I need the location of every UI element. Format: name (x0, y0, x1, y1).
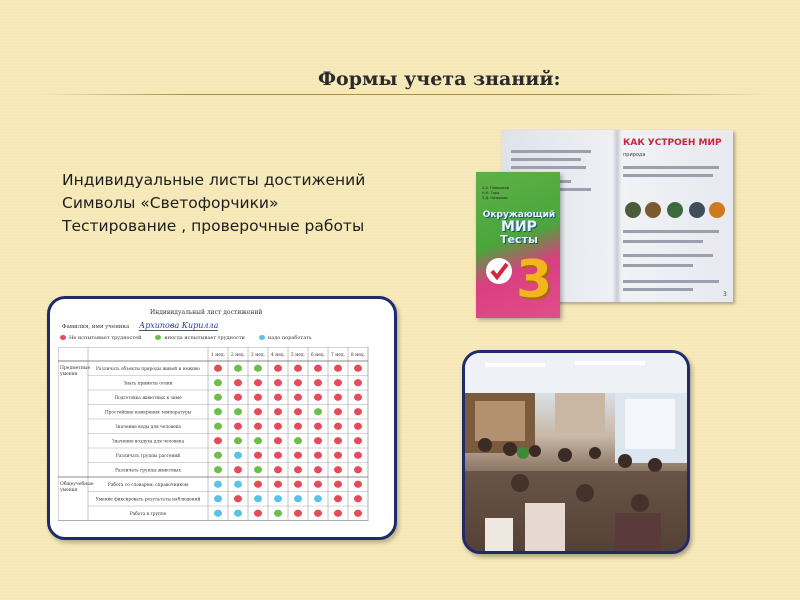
legend-item-green: иногда испытывает трудности (155, 335, 244, 341)
classroom-photo (462, 350, 690, 554)
textbook-title: Окружающий МИР Тесты (482, 210, 556, 246)
legend-item-blue: надо поработать (259, 335, 312, 341)
bullet-list (62, 169, 365, 238)
skill-label: Работа в группе (129, 511, 167, 517)
mark-dot (354, 466, 362, 473)
student-name-label: Фамилия, имя ученика (62, 324, 130, 330)
week-header: 1 нед. (210, 353, 226, 358)
mark-dot (334, 481, 342, 488)
mark-dot (314, 423, 322, 430)
mark-dot (354, 379, 362, 386)
mark-dot (314, 466, 322, 473)
group-label: Общеучебные (60, 482, 94, 487)
workbook-heading: КАК УСТРОЕН МИР (623, 138, 722, 148)
group-label: Предметные (60, 366, 91, 371)
mark-dot (254, 466, 262, 473)
mark-dot (314, 510, 322, 517)
mark-dot (274, 437, 282, 444)
bullet-item-2: Символы «Светофорчики» (62, 194, 279, 212)
group-label: умения (60, 488, 78, 493)
skill-label: Значение воздуха для человека (111, 439, 185, 445)
title-divider (40, 94, 770, 95)
mark-dot (234, 452, 242, 459)
checkmark-icon (486, 258, 512, 284)
mark-dot (334, 495, 342, 502)
mark-dot (214, 408, 222, 415)
mark-dot (274, 495, 282, 502)
mark-dot (274, 481, 282, 488)
mark-dot (334, 408, 342, 415)
mark-dot (354, 495, 362, 502)
mark-dot (294, 379, 302, 386)
mark-dot (274, 466, 282, 473)
mark-dot (214, 466, 222, 473)
mark-dot (234, 379, 242, 386)
sheet-title: Индивидуальный лист достижений (150, 309, 263, 316)
mark-dot (254, 408, 262, 415)
mark-dot (354, 481, 362, 488)
mark-dot (354, 437, 362, 444)
mark-dot (234, 408, 242, 415)
mark-dot (234, 481, 242, 488)
student-name-line (62, 321, 218, 330)
sheet-legend (60, 335, 312, 341)
textbook-authors: А.А. Плешаков Н.Н. Гара З.Д. Назарова (482, 186, 509, 200)
textbook-grade-number: 3 (516, 250, 553, 310)
achievement-sheet-image (47, 296, 397, 540)
mark-dot (294, 437, 302, 444)
week-header: 4 нед. (270, 353, 286, 358)
mark-dot (294, 423, 302, 430)
mark-dot (214, 394, 222, 401)
skill-label: Различать группы растений (115, 453, 181, 459)
skill-label: Работа со словарем, справочником (107, 482, 189, 488)
slide-title: Формы учета знаний: (318, 68, 561, 90)
bullet-item-1: Индивидуальные листы достижений (62, 171, 366, 189)
mark-dot (254, 510, 262, 517)
mark-dot (254, 437, 262, 444)
student-name-handwritten: Архипова Кирилла (139, 321, 219, 330)
mark-dot (294, 365, 302, 372)
mark-dot (274, 423, 282, 430)
mark-dot (274, 379, 282, 386)
mark-dot (214, 481, 222, 488)
week-header: 5 нед. (290, 353, 306, 358)
mark-dot (314, 365, 322, 372)
skill-label: Различать объекты природы живой и неживо (96, 366, 200, 372)
week-header: 7 нед. (330, 353, 346, 358)
week-header: 3 нед. (250, 353, 266, 358)
skill-label: Различать группы животных (115, 468, 181, 474)
group-label: умения (60, 372, 78, 377)
skill-label: Умение фиксировать результаты наблюдений (95, 497, 201, 503)
mark-dot (294, 452, 302, 459)
mark-dot (354, 394, 362, 401)
legend-item-red: Не испытывает трудностей (60, 335, 141, 341)
mark-dot (354, 423, 362, 430)
skill-label: Подготовка животных к зиме (114, 395, 182, 401)
mark-dot (294, 510, 302, 517)
mark-dot (274, 394, 282, 401)
mark-dot (254, 423, 262, 430)
mark-dot (234, 510, 242, 517)
mark-dot (334, 452, 342, 459)
classroom-photo-art (465, 353, 687, 551)
mark-dot (234, 394, 242, 401)
mark-dot (234, 437, 242, 444)
mark-dot (274, 510, 282, 517)
mark-dot (214, 510, 222, 517)
week-header: 6 нед. (310, 353, 326, 358)
mark-dot (334, 379, 342, 386)
mark-dot (214, 495, 222, 502)
mark-dot (314, 452, 322, 459)
mark-dot (254, 452, 262, 459)
skill-label: Простейшие измерения температуры (104, 410, 192, 416)
mark-dot (354, 452, 362, 459)
mark-dot (354, 510, 362, 517)
mark-dot (274, 452, 282, 459)
textbook-cover-image (476, 172, 560, 318)
week-header: 8 нед. (350, 353, 366, 358)
mark-dot (334, 394, 342, 401)
mark-dot (314, 437, 322, 444)
mark-dot (254, 394, 262, 401)
mark-dot (334, 423, 342, 430)
week-header: 2 нед. (230, 353, 246, 358)
svg-text:3: 3 (723, 291, 727, 298)
mark-dot (314, 495, 322, 502)
mark-dot (274, 408, 282, 415)
mark-dot (314, 394, 322, 401)
mark-dot (294, 466, 302, 473)
mark-dot (314, 379, 322, 386)
mark-dot (334, 466, 342, 473)
mark-dot (254, 481, 262, 488)
mark-dot (334, 365, 342, 372)
mark-dot (354, 408, 362, 415)
mark-dot (234, 365, 242, 372)
mark-dot (294, 408, 302, 415)
mark-dot (214, 379, 222, 386)
mark-dot (294, 394, 302, 401)
mark-dot (214, 365, 222, 372)
mark-dot (314, 408, 322, 415)
mark-dot (234, 466, 242, 473)
mark-dot (334, 510, 342, 517)
mark-dot (234, 423, 242, 430)
mark-dot (274, 365, 282, 372)
mark-dot (294, 481, 302, 488)
skill-label: Значение воды для человека (115, 424, 181, 430)
bullet-item-3: Тестирование , проверочные работы (62, 217, 365, 235)
achievement-table (58, 347, 384, 523)
mark-dot (214, 423, 222, 430)
mark-dot (234, 495, 242, 502)
mark-dot (214, 437, 222, 444)
mark-dot (354, 365, 362, 372)
mark-dot (254, 495, 262, 502)
mark-dot (314, 481, 322, 488)
workbook-subheading: природа (623, 152, 646, 158)
mark-dot (294, 495, 302, 502)
mark-dot (254, 365, 262, 372)
mark-dot (334, 437, 342, 444)
mark-dot (254, 379, 262, 386)
mark-dot (214, 452, 222, 459)
skill-label: Знать приметы осени (123, 381, 173, 387)
